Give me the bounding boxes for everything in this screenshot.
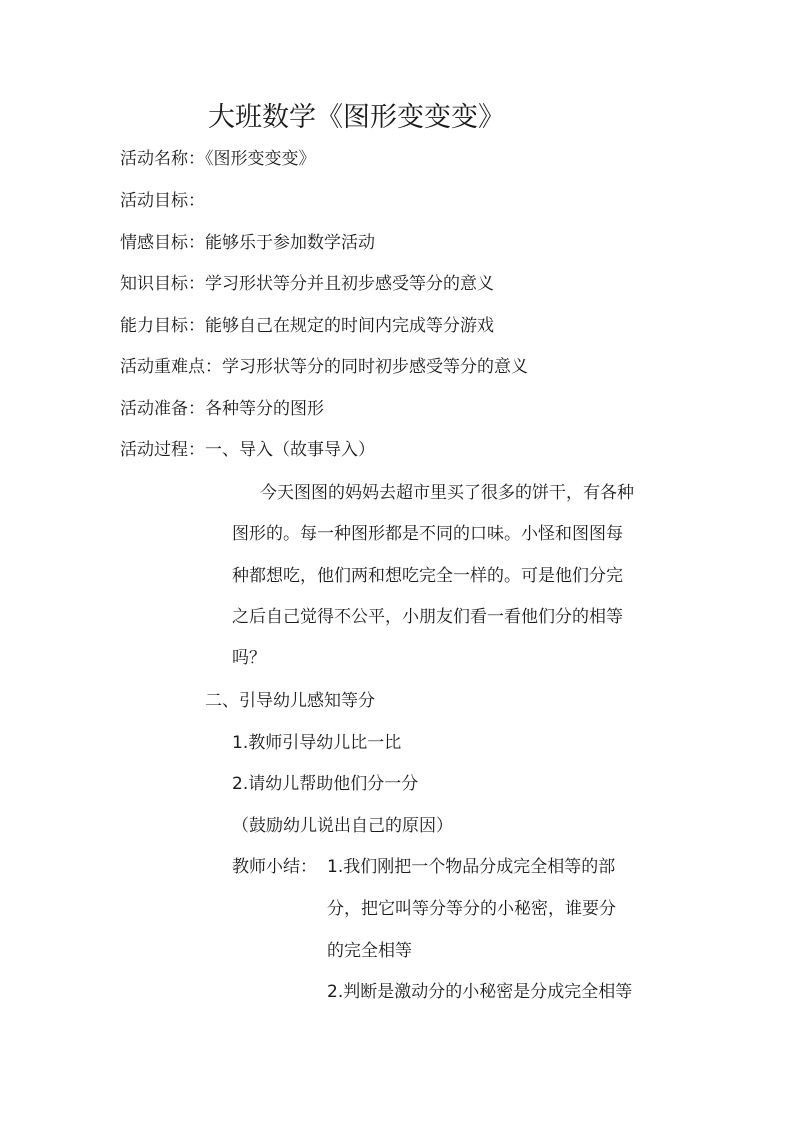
story-line: 吗？ [232,648,266,668]
story-line: 种都想吃，他们两和想吃完全一样的。可是他们分完 [232,566,623,586]
goals-heading: 活动目标： [120,191,205,211]
summary-label: 教师小结： [232,857,317,877]
document-title: 大班数学《图形变变变》 [208,102,505,133]
summary-line: 1.我们刚把一个物品分成完全相等的部 [327,857,616,877]
step-two-item: 1.教师引导幼儿比一比 [232,733,402,753]
summary-line: 的完全相等 [327,941,412,961]
key-points: 活动重难点：学习形状等分的同时初步感受等分的意义 [120,357,528,377]
summary-line: 分，把它叫等分等分的小秘密，谁要分 [327,899,616,919]
summary-line: 2.判断是激动分的小秘密是分成完全相等 [327,982,633,1002]
process-heading: 活动过程：一、导入（故事导入） [120,440,375,460]
step-two-item: （鼓励幼儿说出自己的原因） [232,816,453,836]
goal-ability: 能力目标：能够自己在规定的时间内完成等分游戏 [120,316,494,336]
activity-name: 活动名称：《图形变变变》 [120,149,316,169]
story-line: 图形的。每一种图形都是不同的口味。小怪和图图每 [232,524,623,544]
goal-emotion: 情感目标：能够乐于参加数学活动 [120,233,375,253]
step-two-item: 2.请幼儿帮助他们分一分 [232,774,419,794]
step-two-heading: 二、引导幼儿感知等分 [205,691,375,711]
goal-knowledge: 知识目标：学习形状等分并且初步感受等分的意义 [120,274,494,294]
preparation: 活动准备：各种等分的图形 [120,399,324,419]
story-line: 今天图图的妈妈去超市里买了很多的饼干，有各种 [260,483,634,503]
story-line: 之后自己觉得不公平，小朋友们看一看他们分的相等 [232,607,623,627]
